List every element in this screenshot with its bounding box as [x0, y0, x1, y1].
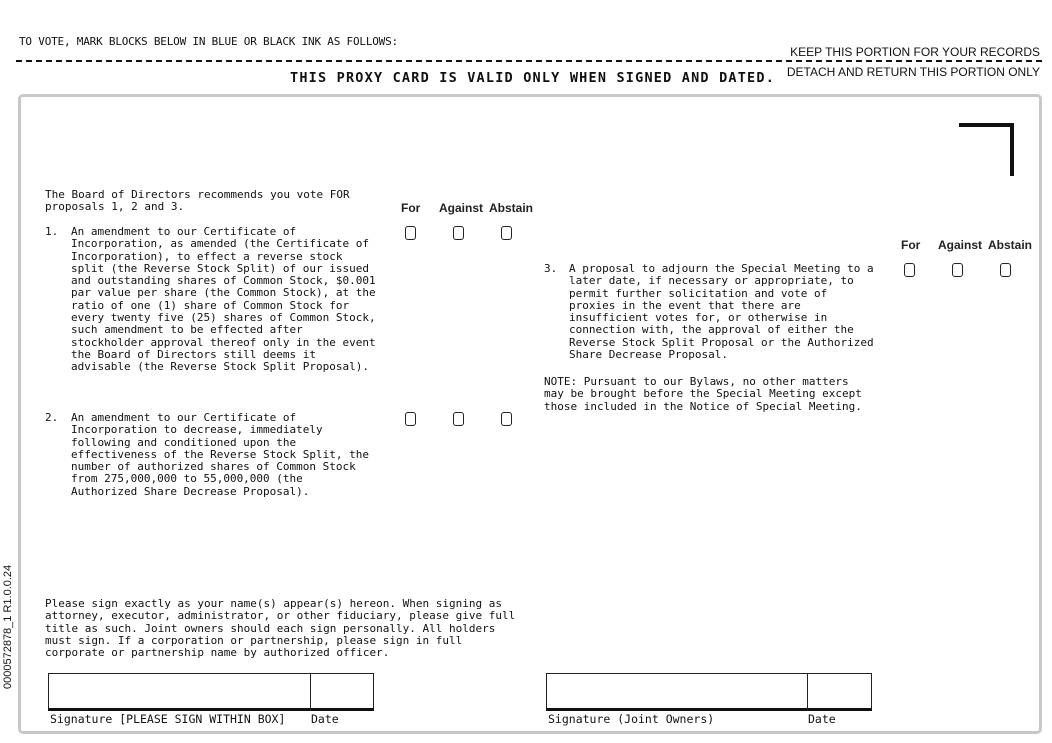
- detach-portion-label: DETACH AND RETURN THIS PORTION ONLY: [786, 65, 1040, 79]
- date-label: Date: [311, 712, 339, 726]
- registration-mark: [959, 123, 1014, 176]
- proposal-1-against-checkbox[interactable]: [453, 226, 464, 240]
- signature-label: Signature [PLEASE SIGN WITHIN BOX]: [50, 712, 286, 726]
- proposal-1-abstain-checkbox[interactable]: [501, 226, 512, 240]
- proposal-3-text: A proposal to adjourn the Special Meeting to a later date, if necessary or appropriate, to permit further solicitation and vote of proxies in the event that there are insufficient votes for, or otherwise in connection with, the approval of either the Reverse Stock Split Proposal or the Authorized Share Decrease Proposal.: [569, 262, 874, 362]
- board-recommendation: The Board of Directors recommends you vote FOR proposals 1, 2 and 3.: [45, 188, 350, 214]
- proposal-1-text: An amendment to our Certificate of Incorporation, as amended (the Certificate of Incorporation), to effect a reverse stock split (the Reverse Stock Split) of our issued and outstanding shares of Common Stock, $0.001 par value per share (the Common Stock), at the ratio of one (1) share of Common Stock for every twenty five (25) shares of Common Stock, such amendment to be effected after stockholder approval thereof only in the event the Board of Directors still deems it advisable (the Reverse Stock Split Proposal).: [71, 225, 376, 374]
- proposal-1-for-checkbox[interactable]: [405, 226, 416, 240]
- joint-date-label: Date: [808, 712, 836, 726]
- proposal-2-abstain-checkbox[interactable]: [501, 412, 512, 426]
- signature-date-divider: [310, 673, 311, 711]
- validity-notice: THIS PROXY CARD IS VALID ONLY WHEN SIGNED AND DATED.: [290, 70, 776, 86]
- joint-signature-label: Signature (Joint Owners): [548, 712, 715, 726]
- keep-portion-label: KEEP THIS PORTION FOR YOUR RECORDS: [790, 45, 1040, 59]
- proposal-3-for-checkbox[interactable]: [904, 263, 915, 277]
- signing-instructions: Please sign exactly as your name(s) appear(s) hereon. When signing as attorney, executor, administrator, or other fiduciary, please give full title as such. Joint owners should each sign personally. All holders must sign. If a corporation or partnership, please sign in full corporate or partnership name by authorized officer.: [45, 597, 516, 660]
- proposal-2-number: 2.: [45, 411, 59, 424]
- proposal-2-for-checkbox[interactable]: [405, 412, 416, 426]
- abstain-header: Abstain: [489, 201, 534, 215]
- against-header: Against: [938, 238, 983, 252]
- bylaws-note: NOTE: Pursuant to our Bylaws, no other matters may be brought before the Special Meeting except those included in the Notice of Special Meeting.: [544, 375, 862, 413]
- proposal-2-against-checkbox[interactable]: [453, 412, 464, 426]
- abstain-header: Abstain: [988, 238, 1033, 252]
- detach-line: [16, 60, 1042, 62]
- form-code: 0000572878_1 R1.0.0.24: [2, 564, 14, 689]
- proposal-1-number: 1.: [45, 225, 59, 238]
- voting-instructions: TO VOTE, MARK BLOCKS BELOW IN BLUE OR BLACK INK AS FOLLOWS:: [19, 35, 398, 48]
- for-header: For: [401, 201, 421, 215]
- proposal-2-text: An amendment to our Certificate of Incorporation to decrease, immediately following and conditioned upon the effectiveness of the Reverse Stock Split, the number of authorized shares of Common Stock from 275,000,000 to 55,000,000 (the Authorized Share Decrease Proposal).: [71, 411, 370, 498]
- against-header: Against: [439, 201, 484, 215]
- proposal-3-against-checkbox[interactable]: [952, 263, 963, 277]
- joint-signature-box[interactable]: [546, 673, 872, 711]
- proposal-3-abstain-checkbox[interactable]: [1000, 263, 1011, 277]
- proposal-3-number: 3.: [544, 262, 558, 275]
- for-header: For: [901, 238, 921, 252]
- signature-box[interactable]: [48, 673, 374, 711]
- joint-signature-date-divider: [807, 673, 808, 711]
